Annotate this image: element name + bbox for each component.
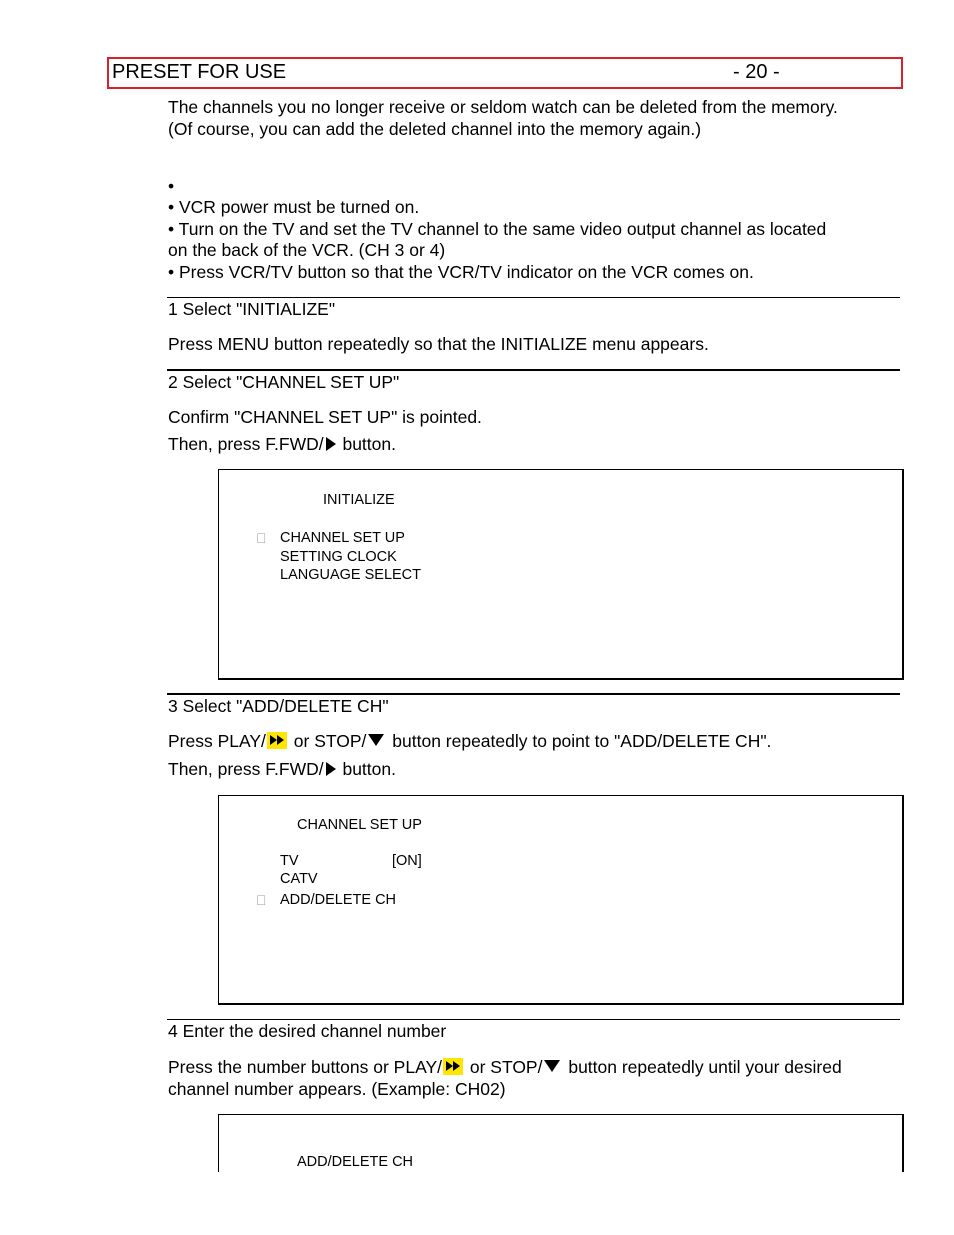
step-2-text-2-pre: Then, press F.FWD/ xyxy=(168,434,324,454)
step-1-text: Press MENU button repeatedly so that the INITIALIZE menu appears. xyxy=(168,334,709,354)
step-2-text-2-post: button. xyxy=(337,434,396,454)
menu-cursor-icon xyxy=(256,530,267,546)
step-2-text-2 xyxy=(168,434,396,455)
down-triangle-icon xyxy=(544,1060,560,1072)
step-3-post: button repeatedly to point to "ADD/DELETE CH". xyxy=(387,731,772,751)
step-4-text-1 xyxy=(168,1057,842,1078)
down-triangle-icon xyxy=(368,734,384,746)
step-3-pre: Press PLAY/ xyxy=(168,731,266,751)
prereq-bullet-empty: • xyxy=(168,176,175,196)
step-4-mid: or STOP/ xyxy=(464,1057,543,1077)
step-2-heading: 2 Select "CHANNEL SET UP" xyxy=(168,372,400,392)
screen-title: ADD/DELETE CH xyxy=(297,1154,414,1170)
fast-forward-icon xyxy=(267,732,287,749)
step-3-mid: or STOP/ xyxy=(288,731,367,751)
menu-item: SETTING CLOCK xyxy=(280,549,397,565)
right-triangle-icon xyxy=(326,437,336,451)
step-3-heading: 3 Select "ADD/DELETE CH" xyxy=(168,696,389,716)
fast-forward-icon xyxy=(443,1058,463,1075)
step-1-heading: 1 Select "INITIALIZE" xyxy=(168,299,336,319)
menu-item-tv: TV xyxy=(280,853,299,869)
step-4-post: button repeatedly until your desired xyxy=(563,1057,842,1077)
step-3-text-2 xyxy=(168,759,396,780)
step-4-pre: Press the number buttons or PLAY/ xyxy=(168,1057,442,1077)
section-title: PRESET FOR USE xyxy=(112,61,287,83)
step-2-text-1: Confirm "CHANNEL SET UP" is pointed. xyxy=(168,407,482,427)
prereq-bullet-2a: • Turn on the TV and set the TV channel to the same video output channel as located xyxy=(168,219,827,239)
right-triangle-icon xyxy=(326,762,336,776)
menu-item-catv: CATV xyxy=(280,871,318,887)
intro-line-1: The channels you no longer receive or seldom watch can be deleted from the memory. xyxy=(168,97,838,117)
divider xyxy=(167,297,900,298)
step-3-text-2-pre: Then, press F.FWD/ xyxy=(168,759,324,779)
step-3-text-2-post: button. xyxy=(337,759,396,779)
prereq-bullet-3: • Press VCR/TV button so that the VCR/TV indicator on the VCR comes on. xyxy=(168,262,754,282)
menu-item-add-delete: ADD/DELETE CH xyxy=(280,892,397,908)
menu-item: LANGUAGE SELECT xyxy=(280,567,422,583)
screen-title: INITIALIZE xyxy=(323,492,395,508)
page-number: - 20 - xyxy=(733,61,780,83)
prereq-bullet-1: • VCR power must be turned on. xyxy=(168,197,420,217)
screen-title: CHANNEL SET UP xyxy=(297,817,422,833)
divider xyxy=(167,693,900,695)
step-3-text-1 xyxy=(168,731,771,752)
intro-line-2: (Of course, you can add the deleted channel into the memory again.) xyxy=(168,119,702,139)
menu-cursor-icon xyxy=(256,892,267,908)
menu-item: CHANNEL SET UP xyxy=(280,530,405,546)
prereq-bullet-2b: on the back of the VCR. (CH 3 or 4) xyxy=(168,240,446,260)
step-4-heading: 4 Enter the desired channel number xyxy=(168,1021,447,1041)
divider xyxy=(167,369,900,371)
divider xyxy=(167,1019,900,1020)
step-4-text-2: channel number appears. (Example: CH02) xyxy=(168,1079,506,1099)
menu-item-tv-value: [ON] xyxy=(392,853,422,869)
